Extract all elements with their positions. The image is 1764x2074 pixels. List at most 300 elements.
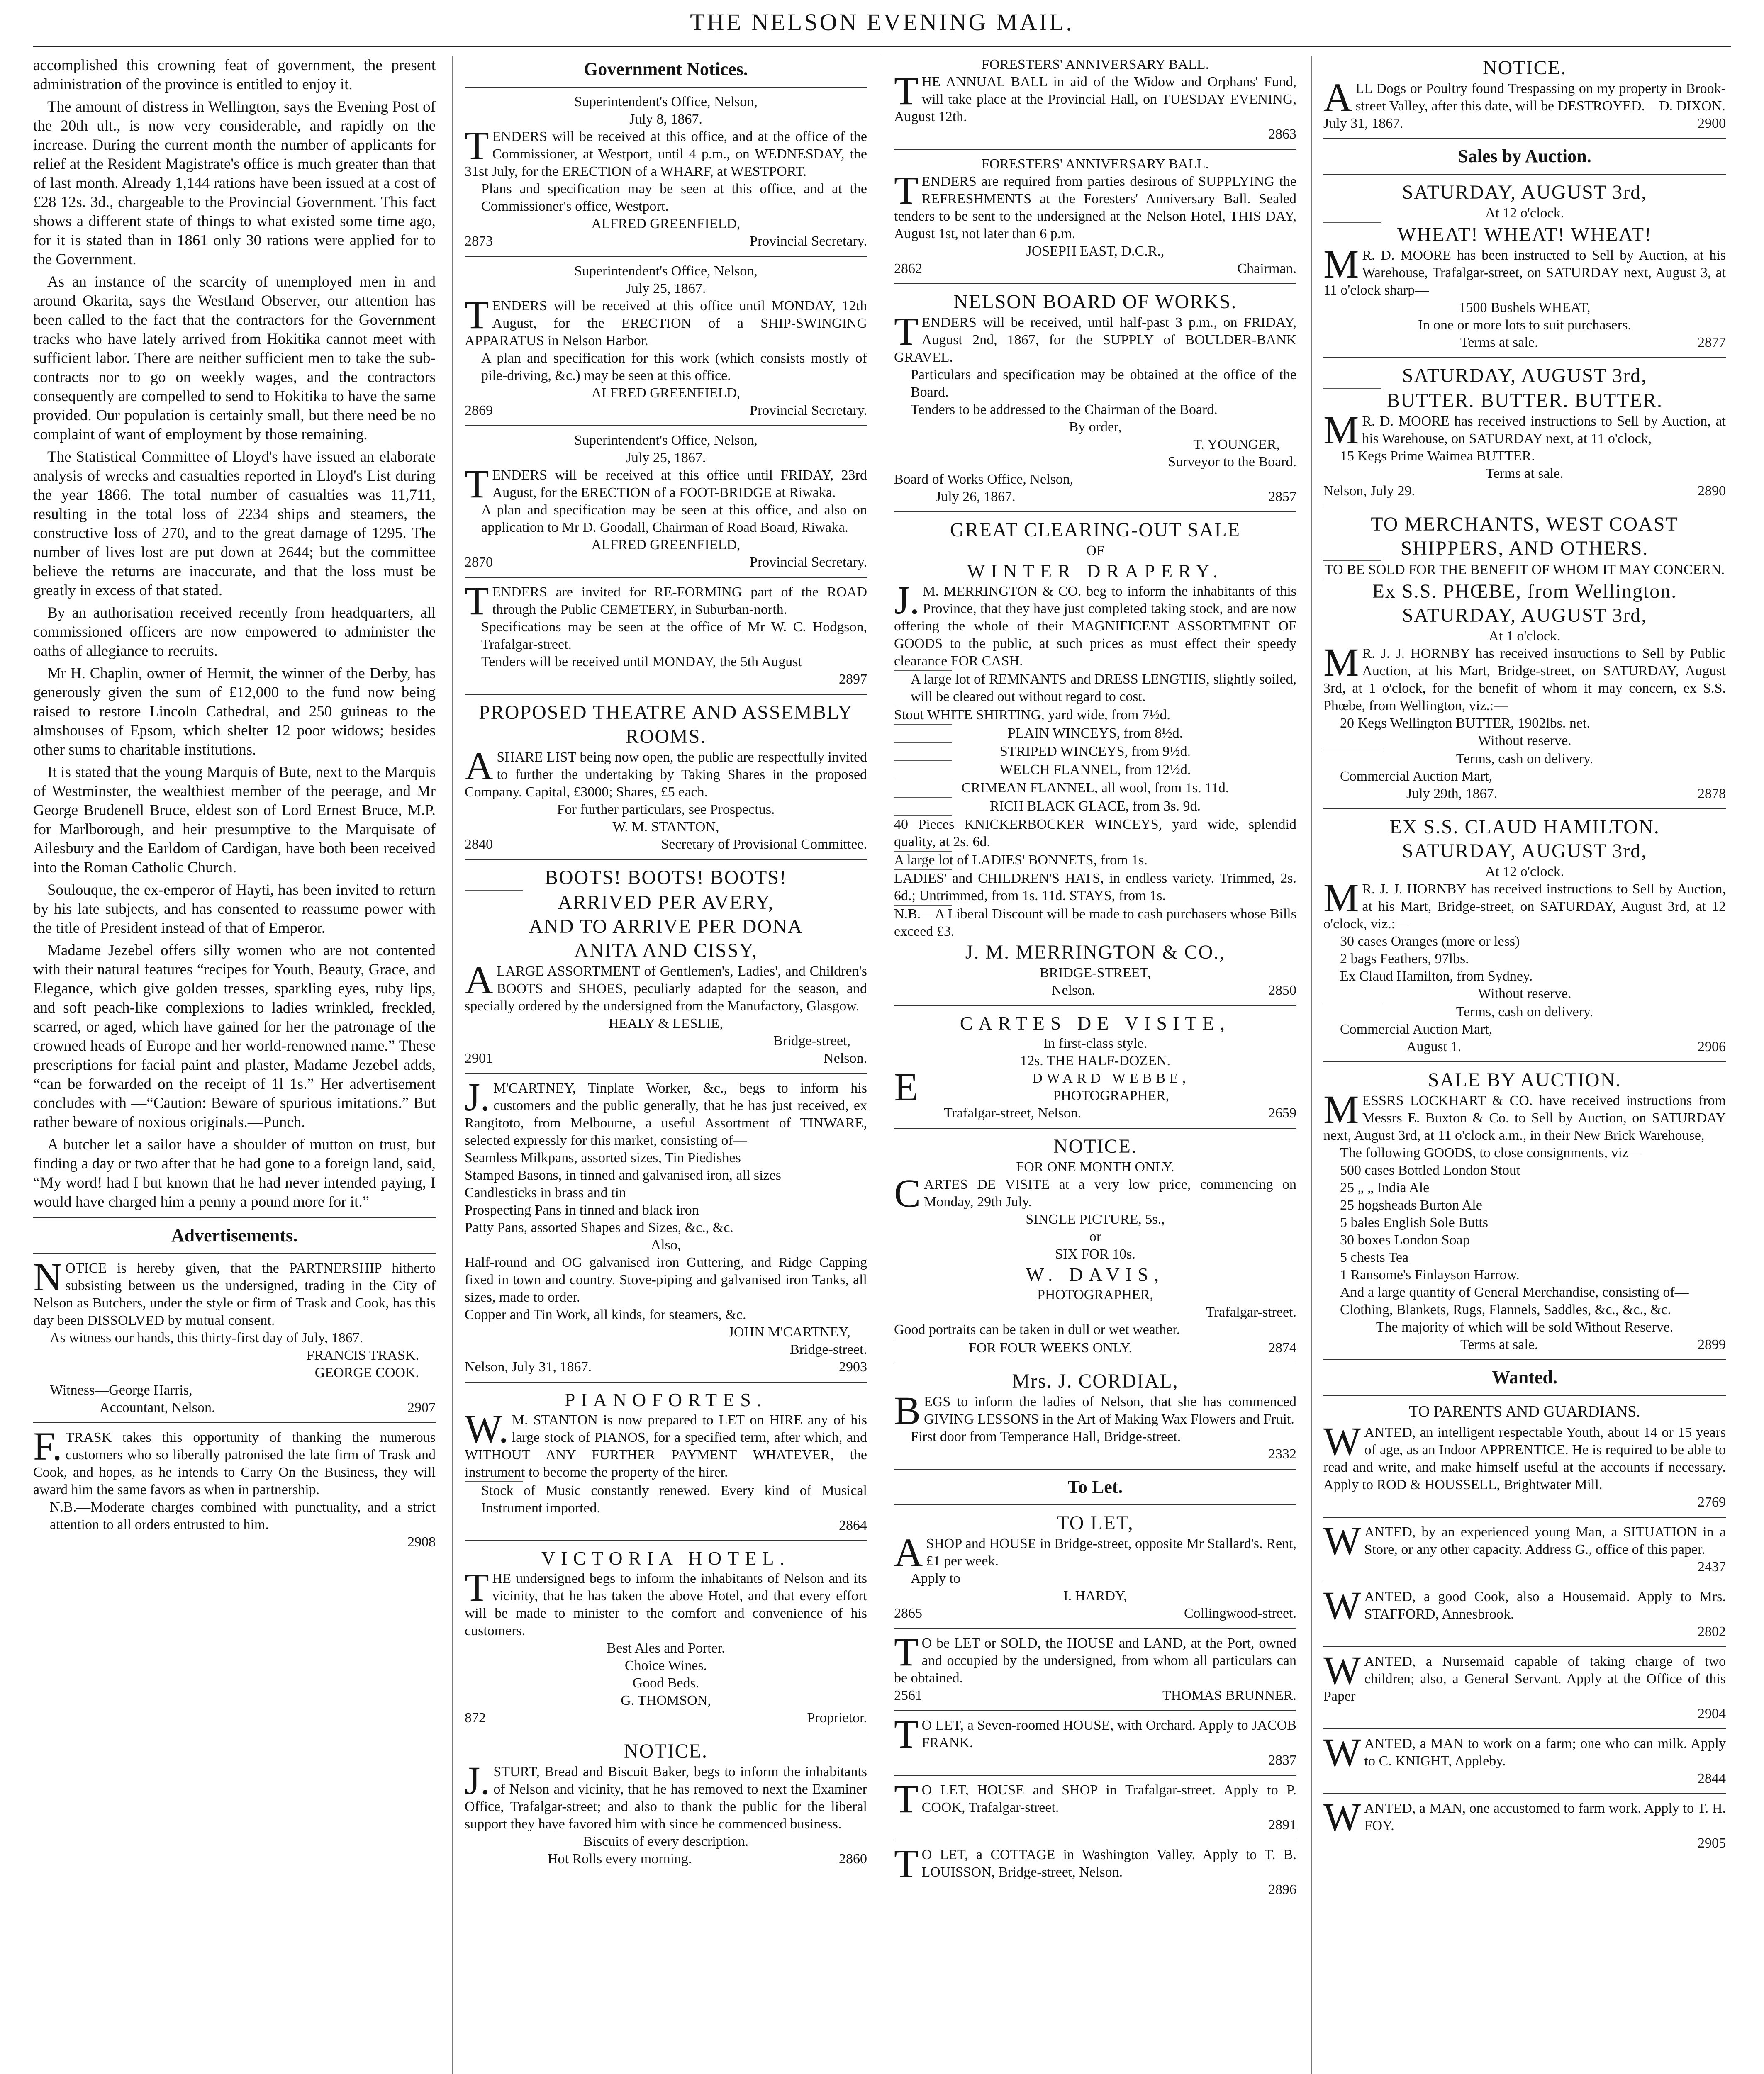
drop-cap: T [894,68,919,113]
lot-item: 2 bags Feathers, 97lbs. [1340,951,1469,966]
advert-number: 2857 [1268,489,1296,504]
divider [1323,357,1726,358]
advert-body: R. J. J. HORNBY has received instructions to Sell by Auction, at his Mart, Bridge-street, on SATURDAY, August 3rd, at 12 o'clock, viz.:— [1323,881,1726,932]
advert-number: 2905 [1698,1835,1726,1851]
signature: I. HARDY, [1063,1588,1127,1604]
advert-wanted [1323,1519,1726,1576]
drop-cap: M [1323,242,1359,286]
drop-cap: W [1323,1583,1361,1628]
advert-number: 2891 [1268,1817,1296,1833]
sale-time: At 12 o'clock. [1485,864,1564,879]
drop-cap: J. [894,578,920,622]
advert-number: 2877 [1698,335,1726,350]
price-item: PLAIN WINCEYS, from 8½d. [1007,725,1183,741]
signature: W. M. STANTON, [612,819,719,835]
advert-tolet-louisson [894,1841,1296,1899]
advert-heading: NOTICE. [1053,1135,1137,1157]
advert-text: Clothing, Blankets, Rugs, Flannels, Saddles, &c., &c., &c. [1340,1302,1671,1317]
advert-number: 2850 [1268,983,1296,998]
price-item: WELCH FLANNEL, from 12½d. [999,762,1191,777]
drop-cap: T [894,309,919,353]
drop-cap: N [33,1255,62,1299]
terms: Terms at sale. [1460,335,1538,350]
advert-heading: TO LET, [1057,1512,1134,1534]
advert-body: M. STANTON is now prepared to LET on HIRE any of his large stock of PIANOS, for a specified term, after which, and WITHOUT ANY FURTHER PAYMENT WHATEVER, the instrument to become the property of the hirer. [465,1412,867,1480]
divider [465,425,867,426]
advert-body: ARTES DE VISITE at a very low price, commencing on Monday, 29th July. [924,1177,1296,1210]
news-paragraph: The Statistical Committee of Lloyd's have issued an elaborate analysis of wrecks and casualties reported in Lloyd's List during the year 1866. The total number of casualties was 11,711, resulting in the total loss of 2234 ships and steamers, the constructive loss of 270, and to the great damage of 1295. The number of lives lost are put down at 2644; but the committee believe the returns are inaccurate, and that the loss must be greatly in excess of that stated. [33,448,436,599]
advert-dixon-notice [1323,56,1726,132]
advert-heading: FORESTERS' ANNIVERSARY BALL. [981,57,1209,72]
lot-item: 15 Kegs Prime Waimea BUTTER. [1340,448,1535,464]
divider [1323,1395,1726,1396]
lot-item: 30 cases Oranges (more or less) [1340,934,1520,949]
advert-cordial [894,1369,1296,1463]
signature: FRANCIS TRASK. [306,1348,419,1363]
divider [1323,1517,1726,1518]
column-news [33,56,436,2074]
news-paragraph: By an authorisation received recently from headquarters, all commissioned officers are now empowered to administer the oaths of allegiance to recruits. [33,604,436,660]
drop-cap: W [1323,1730,1361,1775]
divider [465,577,867,578]
advert-dissolution [33,1255,436,1417]
advert-heading: WINTER DRAPERY. [967,560,1224,582]
advert-number: 2332 [1268,1446,1296,1462]
advert-text: In first-class style. [1043,1036,1148,1051]
divider [894,1469,1296,1470]
advert-heading: Mrs. J. CORDIAL, [1012,1370,1179,1392]
drop-cap: F. [33,1424,62,1468]
advert-heading: GREAT CLEARING-OUT SALE [950,519,1241,541]
advert-number: 2904 [1698,1706,1726,1721]
advert-heading: VICTORIA HOTEL. [541,1548,791,1569]
advert-text: As witness our hands, this thirty-first day of July, 1867. [50,1330,363,1346]
advert-heading: PROPOSED THEATRE AND ASSEMBLY ROOMS. [479,701,853,747]
signature-title: Proprietor. [807,1710,867,1726]
section-heading-auctions: Sales by Auction. [1458,146,1591,166]
signature-title: Provincial Secretary. [750,403,867,418]
signature: JOHN M'CARTNEY, [728,1324,850,1340]
divider [465,1073,867,1074]
address: Trafalgar-street, Nelson. [944,1105,1082,1121]
divider [33,1217,436,1218]
advert-phoebe [1323,512,1726,803]
advert-heading: TO MERCHANTS, WEST COAST SHIPPERS, AND OTHERS. [1371,513,1679,559]
divider [894,149,1296,150]
divider [33,1253,436,1254]
drop-cap: M [1323,1087,1359,1132]
date-line: Nelson, July 31, 1867. [465,1359,592,1375]
advert-text: SINGLE PICTURE, 5s., [1026,1212,1165,1227]
advert-number: 2908 [407,1534,436,1550]
advert-body: R. D. MOORE has been instructed to Sell by Auction, at his Warehouse, Trafalgar-street, on SATURDAY next, August 3, at 11 o'clock sharp— [1323,248,1726,298]
advert-text: And a large quantity of General Merchandise, consisting of— [1340,1285,1689,1300]
signature-title: Surveyor to the Board. [1168,454,1296,470]
advert-body: LARGE ASSORTMENT of Gentlemen's, Ladies', and Children's BOOTS and SHOES, peculiarly adapted for the season, and specially ordered by the undersigned from the Manufactory, Glasgow. [465,964,867,1014]
drop-cap: A [894,1530,923,1575]
advert-body: SHARE LIST being now open, the public are respectfully invited to further the undertaking by Taking Shares in the proposed Company. Capital, £3000; Shares, £5 each. [465,750,867,800]
sale-date: SATURDAY, AUGUST 3rd, [1402,604,1647,626]
advert-text: Best Ales and Porter. [607,1641,725,1656]
office-line: Superintendent's Office, Nelson, [574,263,758,279]
place: Nelson. [1052,983,1095,998]
advert-theatre [465,701,867,853]
divider [1323,1646,1726,1647]
advert-subheading: ARRIVED PER AVERY, [558,891,774,913]
drop-cap: T [894,1712,919,1756]
advert-number: 2878 [1698,786,1726,801]
signature-title: Chairman. [1237,261,1296,276]
address: BRIDGE-STREET, [1039,965,1151,981]
advert-cemetery-road [465,579,867,688]
date-line: July 29th, 1867. [1406,786,1498,801]
advert-lockhart [1323,1068,1726,1353]
advert-board-of-works [894,290,1296,506]
news-paragraph: It is stated that the young Marquis of Bute, next to the Marquis of Westminster, the wealthiest member of the peerage, and Mr George Brudenell Bruce, eldest son of Lord Ernest Bruce, M.P. for Marlborough, and heir presumptive to the Marquisate of Ailesbury and the Earldom of Cardigan, have both been received into the Roman Catholic Church. [33,764,436,876]
advert-number: 2862 [894,261,922,276]
lot-item: 20 Kegs Wellington BUTTER, 1902lbs. net. [1340,716,1590,731]
drop-cap: T [894,168,919,212]
advert-heading: BOOTS! BOOTS! BOOTS! [544,867,787,889]
drop-cap: A [465,958,494,1002]
advert-body: ENDERS will be received at this office, and at the office of the Commissioner, at Westport, until 4 p.m., on WEDNESDAY, the 31st July, for the ERECTION of a WHARF, at WESTPORT. [465,129,867,179]
column-government [465,56,867,2074]
drop-cap: J. [465,1075,490,1119]
advert-body: EGS to inform the ladies of Nelson, that she has commenced GIVING LESSONS in the Art of Making Wax Flowers and Fruit. [924,1394,1296,1427]
advert-number: 2907 [407,1400,436,1415]
advert-number: 2659 [1268,1105,1296,1121]
advert-ship-swinging-tender [465,263,867,419]
advert-body: TRASK takes this opportunity of thanking the numerous customers who so liberally patronised the late firm of Trask and Cook, and hopes, as he intends to Carry On the Business, they will award him the same favors as when in partnership. [33,1430,436,1497]
advert-number: 2769 [1698,1495,1726,1510]
advert-text: A plan and specification for this work (which consists mostly of pile-driving, &c.) may be seen at this office. [481,351,867,383]
advert-wharf-tender [465,93,867,250]
advert-text: Biscuits of every description. [583,1834,749,1849]
list-item: Stamped Basons, in tinned and galvanised iron, all sizes [465,1168,781,1183]
advert-text: 12s. THE HALF-DOZEN. [1020,1053,1170,1069]
advert-text: Copper and Tin Work, all kinds, for steamers, &c. [465,1307,746,1322]
advert-text: Tenders to be addressed to the Chairman of the Board. [911,402,1218,417]
advert-text: Also, [651,1237,681,1253]
advert-number: 2901 [465,1051,493,1066]
advert-text: SIX FOR 10s. [1055,1246,1135,1262]
advert-body: ENDERS are invited for RE-FORMING part of the ROAD through the Public CEMETERY, in Suburban-north. [492,584,867,617]
section-heading-government: Government Notices. [584,59,748,79]
advert-text: Specifications may be seen at the office of Mr W. C. Hodgson, Trafalgar-street. [481,619,867,652]
advert-number: 2863 [1268,127,1296,142]
advert-number: 2561 [894,1688,922,1703]
column-rule [452,56,453,2074]
photographer-name: DWARD WEBBE, [1032,1071,1190,1086]
news-paragraph: Soulouque, the ex-emperor of Hayti, has been invited to return by his late subjects, and has consented to reassume power with the title of President instead of that of Emperor. [33,881,436,937]
signature: HEALY & LESLIE, [609,1016,723,1031]
divider [1323,1359,1726,1360]
lot-item: 1500 Bushels WHEAT, [1459,300,1591,315]
list-item: Patty Pans, assorted Shapes and Sizes, &c., &c. [465,1220,733,1235]
advert-number: 2860 [839,1851,867,1867]
advert-number: 2906 [1698,1039,1726,1054]
advert-number: 2896 [1268,1882,1296,1897]
advert-text: A plan and specification may be seen at this office, and also on application to Mr D. Goodall, Chairman of Road Board, Riwaka. [481,502,867,535]
photographer-title: PHOTOGRAPHER, [1053,1088,1170,1103]
drop-cap: T [465,579,489,623]
advert-cartes-davis [894,1134,1296,1357]
witness-title: Accountant, Nelson. [100,1400,215,1415]
photographer-name: W. DAVIS, [1026,1264,1165,1285]
advert-number: 2903 [839,1359,867,1375]
signature: JOSEPH EAST, D.C.R., [1026,243,1165,259]
advert-body: ANTED, a MAN to work on a farm; one who can milk. Apply to C. KNIGHT, Appleby. [1364,1736,1726,1769]
signature: ALFRED GREENFIELD, [591,385,741,401]
news-paragraph: accomplished this crowning feat of government, the present administration of the province is entitled to enjoy it. [33,57,436,93]
advert-number: 2844 [1698,1771,1726,1786]
advert-body: ANTED, a Nursemaid capable of taking charge of two children; also, a General Servant. Apply at the Office of this Paper [1323,1654,1726,1704]
advert-body: M. MERRINGTON & CO. beg to inform the inhabitants of this Province, that they have just completed taking stock, and are now offering the whole of their MAGNIFICENT ASSORTMENT OF GOODS to the public, at such prices as must effect their speedy clearance FOR CASH. [894,584,1296,669]
terms: Terms at sale. [1460,1337,1538,1352]
divider [1323,1728,1726,1729]
advert-heading: NOTICE. [1483,57,1567,79]
advert-number: 2437 [1698,1559,1726,1575]
lot-item: 5 chests Tea [1340,1250,1409,1265]
advert-number: 2890 [1698,483,1726,499]
signature-title: Provincial Secretary. [750,555,867,570]
advert-tolet-cook [894,1777,1296,1834]
ship-name: Ex S.S. PHŒBE, from Wellington. [1372,580,1677,602]
drop-cap: T [465,123,489,168]
drop-cap: T [465,462,489,506]
advert-heading: SALE BY AUCTION. [1428,1069,1622,1091]
advert-wheat [1323,180,1726,351]
signature: G. THOMSON, [621,1693,711,1708]
advert-body: LL Dogs or Poultry found Trespassing on my property in Brook-street Valley, after this date, will be DESTROYED.—D. DIXON. [1355,81,1726,114]
divider [465,87,867,88]
drop-cap: M [1323,408,1359,452]
advert-number: 872 [465,1710,486,1726]
price-item: 40 Pieces KNICKERBOCKER WINCEYS, yard wide, splendid quality, at 2s. 6d. [894,817,1296,850]
divider [894,283,1296,284]
advert-body: ENDERS will be received, until half-past 3 p.m., on FRIDAY, August 2nd, 1867, for the SUPPLY of BOULDER-BANK GRAVEL. [894,315,1296,365]
advert-text: Plans and specification may be seen at this office, and at the Commissioner's office, Westport. [481,181,867,214]
date-line: July 25, 1867. [626,450,706,465]
advert-heading: NELSON BOARD OF WORKS. [953,291,1237,313]
advert-subheading: AND TO ARRIVE PER DONA [529,915,803,937]
signature: ALFRED GREENFIELD, [591,537,741,553]
advert-number: 2899 [1698,1337,1726,1352]
divider [465,1540,867,1541]
address: Collingwood-street. [1184,1606,1296,1621]
advert-text: OF [1086,543,1104,558]
advert-text: Stock of Music constantly renewed. Every kind of Musical Instrument imported. [481,1483,867,1516]
advert-text: For further particulars, see Prospectus. [557,802,775,817]
advert-number: 2873 [465,234,493,249]
mart: Commercial Auction Mart, [1340,769,1493,784]
advert-text: N.B.—Moderate charges combined with punctuality, and a strict attention to all orders entrusted to him. [50,1500,436,1532]
advert-text: Good portraits can be taken in dull or wet weather. [894,1322,1180,1337]
drop-cap: W. [465,1407,509,1451]
address: Trafalgar-street. [1206,1305,1296,1320]
divider [465,256,867,257]
advert-body: ENDERS will be received at this office until MONDAY, 12th August, for the ERECTION of a SHIP-SWINGING APPARATUS in Nelson Harbor. [465,298,867,348]
advert-foresters-refreshments [894,156,1296,278]
advert-text: The majority of which will be sold Without Reserve. [1376,1319,1674,1335]
signature: T. YOUNGER, [1193,437,1280,452]
drop-cap: E [894,1065,923,1109]
advert-number: 2870 [465,555,493,570]
advert-heading: PIANOFORTES. [564,1389,767,1410]
advert-wanted [1323,1795,1726,1852]
advert-cartes-webbe [894,1012,1296,1122]
divider [1323,1793,1726,1794]
date-line: July 26, 1867. [936,489,1016,504]
advert-text: Choice Wines. [624,1658,707,1673]
date-line: July 25, 1867. [626,281,706,296]
office-line: Superintendent's Office, Nelson, [574,433,758,448]
advert-body: HE ANNUAL BALL in aid of the Widow and Orphans' Fund, will take place at the Provincial Hall, on TUESDAY EVENING, August 12th. [894,74,1296,124]
advert-claud-hamilton [1323,815,1726,1056]
signature: J. M. MERRINGTON & CO., [965,941,1226,963]
drop-cap: T [465,1565,489,1609]
advert-heading: NOTICE. [624,1740,708,1762]
advert-trask [33,1424,436,1551]
advert-body: M'CARTNEY, Tinplate Worker, &c., begs to inform his customers and the public generally, that he has just received, ex Rangitoto, from Melbourne, a useful Assortment of TINWARE, selected expressly for this market, consisting of— [465,1081,867,1148]
advert-body: HE undersigned begs to inform the inhabitants of Nelson and its vicinity, that he has taken the above Hotel, and that every effort will be made to minister to the comfort and convenience of his customers. [465,1571,867,1638]
drop-cap: W [1323,1795,1361,1839]
advert-wanted [1323,1419,1726,1511]
drop-cap: M [1323,876,1359,920]
date-line: July 31, 1867. [1323,116,1403,131]
news-paragraph: Madame Jezebel offers silly women who are not contented with their natural features “recipes for Youth, Beauty, Grace, and Elegance, which give golden tresses, sparkling eyes, ruby lips, and soft peach-like complexions to ladies wrinkled, freckled, scarred, or aged, which have gained for her the patronage of the crowned heads of Europe and her world-renowned name.” These prescriptions for facial paint and plaster, Madame Jezebel adds, “can be forwarded on the receipt of 1l 1s.” Her advertisement concludes with —“Caution: Beware of spurious imitations.” But rather beware of noxious originals.—Punch. [33,942,436,1131]
divider [1323,138,1726,139]
sale-date: SATURDAY, AUGUST 3rd, [1402,181,1647,203]
advert-body: ANTED, an intelligent respectable Youth, about 14 or 15 years of age, as an Indoor APPRENTICE. He is required to be able to read and write, and make himself useful at the accounts if necessary. Apply to ROD & HOUSSELL, Brightwater Mill. [1323,1425,1726,1492]
lot-item: 25 „ „ India Ale [1340,1180,1430,1195]
signature: ALFRED GREENFIELD, [591,216,741,231]
advert-body: O LET, a COTTAGE in Washington Valley. Apply to T. B. LOUISSON, Bridge-street, Nelson. [921,1847,1296,1880]
date-line: Nelson, July 29. [1323,483,1415,499]
advert-wanted [1323,1648,1726,1723]
drop-cap: J. [465,1758,490,1803]
section-heading-wanted: Wanted. [1492,1367,1557,1388]
advert-number: 2840 [465,837,493,852]
signature: GEORGE COOK. [314,1365,419,1380]
price-item: RICH BLACK GLACE, from 3s. 9d. [989,798,1201,814]
advert-body: SHOP and HOUSE in Bridge-street, opposite Mr Stallard's. Rent, £1 per week. [926,1536,1296,1569]
advert-text: By order, [1069,419,1122,435]
place: Nelson. [824,1051,867,1066]
advert-body: ANTED, a good Cook, also a Housemaid. Apply to Mrs. STAFFORD, Annesbrook. [1364,1589,1726,1622]
news-paragraph: A butcher let a sailor have a shoulder of mutton on trust, but finding a day or two after that he had gone to a foreign land, said, “My word! had I but known that he had never intended paying, I would have charged him a penny a pound more for it.” [33,1136,436,1210]
column-auctions [1323,56,1726,2074]
divider [894,1128,1296,1129]
advert-text: Tenders will be received until MONDAY, the 5th August [481,654,802,669]
advert-butter [1323,364,1726,500]
advert-text: Particulars and specification may be obtained at the office of the Board. [911,367,1296,400]
list-item: Prospecting Pans in tinned and black iron [465,1203,699,1218]
lot-item: In one or more lots to suit purchasers. [1418,317,1631,333]
terms: Terms at sale. [1486,466,1564,481]
advert-body: R. D. MOORE has received instructions to Sell by Auction, at his Warehouse, on SATURDAY next, at 11 o'clock, [1362,414,1726,446]
divider [894,1775,1296,1776]
advert-text: The following GOODS, to close consignments, viz— [1340,1145,1643,1161]
advert-text: A large lot of REMNANTS and DRESS LENGTHS, slightly soiled, will be cleared out without regard to cost. [911,672,1296,704]
divider [894,1710,1296,1711]
column-rule [1311,56,1312,2074]
advert-heading: FORESTERS' ANNIVERSARY BALL. [981,156,1209,172]
divider [1323,808,1726,809]
advert-number: 2900 [1698,116,1726,131]
advert-number: 2865 [894,1606,922,1621]
advert-text: FOR FOUR WEEKS ONLY. [969,1340,1132,1356]
news-paragraph: As an instance of the scarcity of unemployed men in and around Okarita, says the Westland Observer, our attention has been called to the fact that the contractors for the Government tracks who have lately arrived from Hokitika cannot meet with sufficient labor. There are neither sufficient men to take the sub-contracts nor to go on weekly wages, and the contractors consequently are compelled to send to Hokitika to have the same provided. Our population is certainly small, but there need be no complaint of want of employment by those remaining. [33,273,436,443]
advert-wanted [1323,1730,1726,1787]
section-heading-advertisements: Advertisements. [171,1225,298,1246]
divider [33,1422,436,1423]
advert-tolet-brunner [894,1630,1296,1704]
advert-body: ANTED, a MAN, one accustomed to farm work. Apply to T. H. FOY. [1364,1801,1726,1833]
sale-time: At 1 o'clock. [1489,628,1561,644]
address: Bridge-street, [773,1033,850,1049]
witness: Witness—George Harris, [50,1383,192,1398]
price-item: A large lot of LADIES' BONNETS, from 1s. [894,852,1148,868]
advert-number: 2837 [1268,1753,1296,1768]
drop-cap: T [894,1777,919,1821]
advert-drapery-sale [894,518,1296,999]
drop-cap: T [894,1841,919,1886]
signature-title: Provincial Secretary. [750,234,867,249]
advert-tolet-hardy [894,1511,1296,1622]
divider [894,511,1296,512]
advert-text: Half-round and OG galvanised iron Guttering, and Ridge Capping fixed in town and country. Stove-piping and galvanised iron Tanks, all sizes, made to order. [465,1255,867,1305]
divider [465,694,867,695]
masthead-rule [33,46,1731,49]
lot-item: 5 bales English Sole Butts [1340,1215,1488,1230]
masthead: THE NELSON EVENING MAIL. [690,9,1074,36]
divider [465,859,867,860]
advert-wanted [1323,1583,1726,1641]
terms: Terms, cash on delivery. [1456,751,1593,767]
advert-victoria-hotel [465,1547,867,1727]
advert-text: Without reserve. [1478,733,1572,748]
advert-number: 2869 [465,403,493,418]
drop-cap: T [894,1630,919,1674]
drop-cap: T [465,292,489,337]
sale-time: At 12 o'clock. [1485,205,1564,221]
advert-heading: EX S.S. CLAUD HAMILTON. [1389,816,1660,838]
advert-body: O LET, HOUSE and SHOP in Trafalgar-street. Apply to P. COOK, Trafalgar-street. [921,1782,1296,1815]
signature: THOMAS BRUNNER. [1162,1688,1296,1703]
advert-body: ENDERS will be received at this office until FRIDAY, 23rd August, for the ERECTION of a FOOT-BRIDGE at Riwaka. [492,467,867,500]
advert-tolet-frank [894,1712,1296,1769]
divider [1323,174,1726,175]
drop-cap: A [1323,75,1352,119]
lot-item: 1 Ransome's Finlayson Harrow. [1340,1267,1520,1283]
advert-body: STURT, Bread and Biscuit Baker, begs to inform the inhabitants of Nelson and vicinity, that he has removed to next the Examiner Office, Trafalgar-street; and also to thank the public for the liberal support they have favored him with since he commenced business. [465,1764,867,1832]
drop-cap: W [1323,1419,1361,1463]
advert-text: Apply to [911,1571,960,1586]
list-item: Seamless Milkpans, assorted sizes, Tin Piedishes [465,1150,741,1166]
signature-title: Secretary of Provisional Committee. [661,837,867,852]
date-line: August 1. [1406,1039,1462,1054]
advert-heading: BUTTER. BUTTER. BUTTER. [1386,389,1663,411]
advert-subheading: ANITA AND CISSY, [574,940,758,962]
advert-boots [465,866,867,1067]
advert-subheading: FOR ONE MONTH ONLY. [1016,1159,1174,1175]
divider [1323,1061,1726,1062]
drop-cap: A [465,744,494,788]
advert-heading: WHEAT! WHEAT! WHEAT! [1397,224,1652,246]
lot-item: Ex Claud Hamilton, from Sydney. [1340,969,1533,984]
lot-item: 25 hogsheads Burton Ale [1340,1198,1482,1213]
